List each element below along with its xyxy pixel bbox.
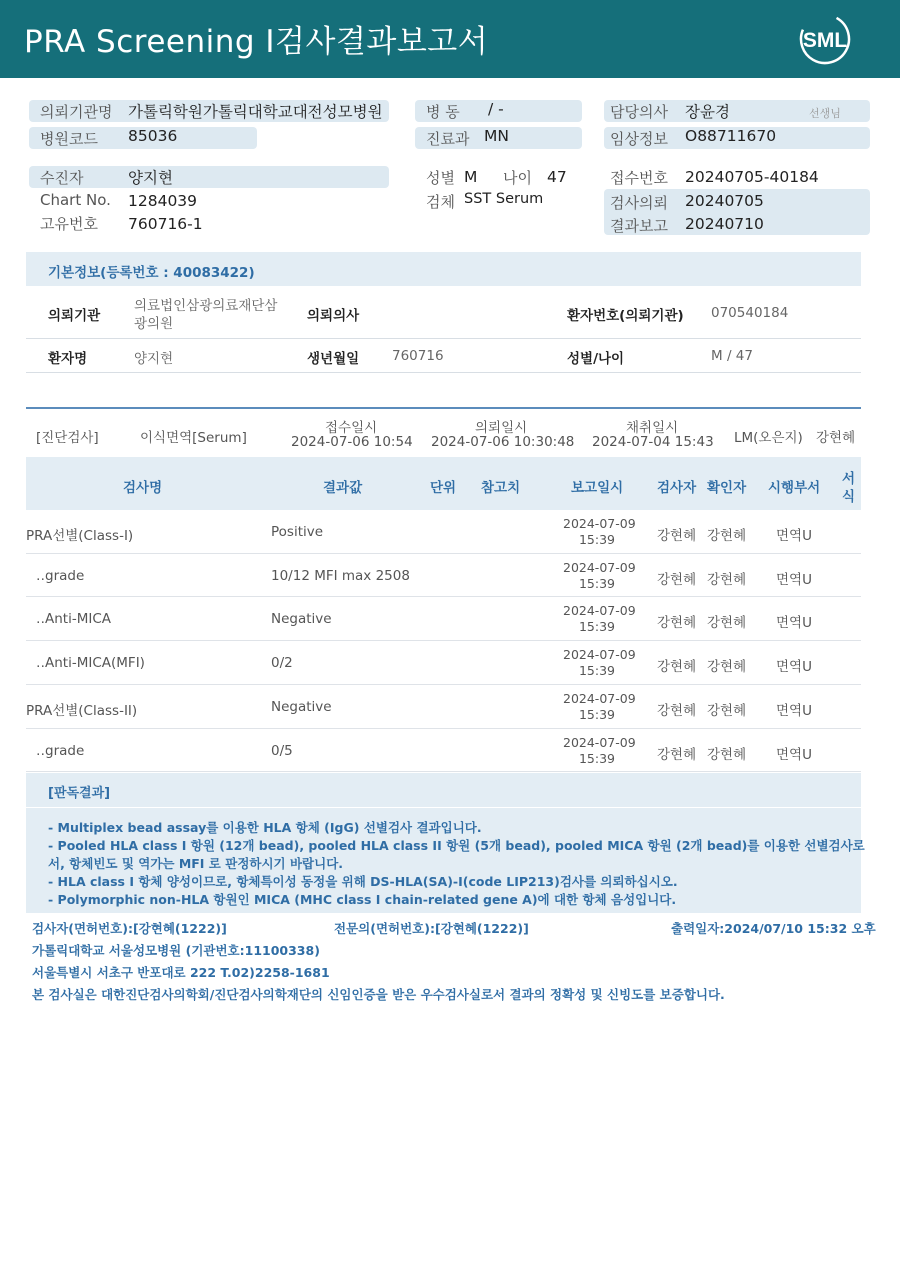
- row-result: 0/2: [271, 655, 293, 672]
- row-report-time: 15:39: [578, 575, 616, 591]
- received-value: 2024-07-06 10:54: [291, 434, 413, 450]
- row-test-name: PRA선별(Class-II): [26, 702, 138, 719]
- row-dept: 면역U: [776, 659, 812, 676]
- interp-line-5: - Polymorphic non-HLA 항원인 MICA (MHC class I chain-related gene A)에 대한 항체 음성입니다.: [48, 892, 677, 907]
- age-value: 47: [547, 168, 567, 186]
- th-ref: 참고치: [481, 480, 521, 496]
- th-order-1: 서: [842, 471, 856, 487]
- row-report-date: 2024-07-09: [563, 603, 636, 619]
- interp-title: [판독결과]: [48, 786, 111, 801]
- th-tester: 검사자: [657, 480, 697, 496]
- row-result: Positive: [271, 524, 324, 540]
- institution-label: 의뢰기관명: [40, 103, 113, 121]
- sml-logo: [796, 12, 854, 66]
- dept-label: 진료과: [426, 130, 470, 148]
- patient-value: 양지현: [128, 169, 173, 187]
- req-doctor-label: 의뢰의사: [307, 308, 360, 324]
- th-dept: 시행부서: [768, 480, 821, 496]
- row-result: 10/12 MFI max 2508: [271, 567, 410, 584]
- hospital-code-value: 85036: [128, 127, 178, 145]
- row-tester: 강현혜: [657, 702, 697, 719]
- doctor-label: 담당의사: [610, 103, 668, 121]
- th-result: 결과값: [323, 480, 363, 496]
- interp-line-3: 서, 항체빈도 및 역가는 MFI 로 판정하시기 바랍니다.: [48, 856, 344, 871]
- patient-no-value: 070540184: [711, 305, 789, 321]
- request-value: 20240705: [685, 192, 764, 210]
- request-label: 검사의뢰: [610, 194, 668, 212]
- th-report-date: 보고일시: [571, 480, 624, 496]
- th-confirmer: 확인자: [707, 480, 747, 496]
- sex-age-label: 성별/나이: [567, 351, 625, 367]
- reception-label: 접수번호: [610, 169, 668, 187]
- req-inst-label: 의뢰기관: [48, 308, 101, 324]
- row-test-name: ‥grade: [36, 742, 85, 759]
- table-row-divider: [26, 640, 861, 641]
- row-test-name: PRA선별(Class-I): [26, 528, 134, 544]
- footer-address: 서울특별시 서초구 반포대로 222 T.02)2258-1681: [32, 965, 330, 980]
- sex-label: 성별: [426, 169, 455, 187]
- row-confirmer: 강현혜: [707, 615, 747, 632]
- specimen-value: SST Serum: [464, 191, 544, 207]
- row-report-time: 15:39: [578, 663, 616, 679]
- collected-value: 2024-07-04 15:43: [592, 434, 714, 450]
- table-row-divider: [26, 684, 861, 685]
- ward-value: / -: [488, 100, 504, 118]
- row-confirmer: 강현혜: [707, 571, 747, 588]
- basic-divider: [26, 338, 861, 339]
- row-dept: 면역U: [776, 615, 812, 632]
- unique-label: 고유번호: [40, 215, 98, 233]
- diag-top-line: [26, 407, 861, 409]
- diag-specimen: 이식면역[Serum]: [140, 430, 247, 446]
- th-unit: 단위: [430, 480, 457, 496]
- dob-value: 760716: [392, 348, 444, 364]
- report-value: 20240710: [685, 215, 764, 233]
- row-dept: 면역U: [776, 571, 812, 588]
- chart-label: Chart No.: [40, 191, 111, 209]
- patient-label: 수진자: [40, 169, 84, 187]
- institution-value: 가톨릭학원가톨릭대학교대전성모병원: [128, 103, 383, 121]
- report-label: 결과보고: [610, 217, 668, 235]
- dob-label: 생년월일: [307, 351, 360, 367]
- unique-value: 760716-1: [128, 215, 203, 233]
- doctor-suffix: 선생님: [809, 107, 841, 120]
- age-label: 나이: [503, 169, 532, 187]
- patient-name-value: 양지현: [134, 351, 174, 367]
- ward-label: 병 동: [426, 103, 460, 121]
- th-test: 검사명: [123, 480, 163, 496]
- interp-line-1: - Multiplex bead assay를 이용한 HLA 항체 (IgG) 선별검사 결과입니다.: [48, 820, 482, 835]
- patient-no-label: 환자번호(의뢰기관): [567, 308, 684, 324]
- row-tester: 강현혜: [657, 528, 697, 544]
- doctor-value: 장윤경: [685, 103, 730, 121]
- row-report-date: 2024-07-09: [563, 516, 636, 531]
- logo-text: SML: [802, 29, 848, 52]
- table-row-divider: [26, 596, 861, 597]
- diag-lm: LM(오은지): [734, 430, 803, 446]
- footer-tester: 검사자(면허번호):[강현혜(1222)]: [32, 921, 227, 936]
- requested-label: 의뢰일시: [475, 420, 528, 436]
- chart-value: 1284039: [128, 192, 198, 210]
- hospital-code-label: 병원코드: [40, 130, 98, 148]
- reception-value: 20240705-40184: [685, 168, 819, 186]
- diag-category: [진단검사]: [36, 430, 99, 446]
- row-dept: 면역U: [776, 702, 812, 719]
- row-report-date: 2024-07-09: [563, 734, 636, 750]
- diag-tester: 강현혜: [816, 430, 856, 446]
- row-tester: 강현혜: [657, 615, 697, 632]
- row-dept: 면역U: [776, 528, 812, 544]
- row-confirmer: 강현혜: [707, 659, 747, 676]
- basic-bottom-line: [26, 372, 861, 373]
- dept-value: MN: [484, 127, 509, 145]
- specimen-label: 검체: [426, 193, 455, 211]
- row-result: Negative: [271, 698, 332, 715]
- row-report-time: 15:39: [578, 619, 616, 635]
- row-tester: 강현혜: [657, 659, 697, 676]
- interp-title-band: [26, 773, 861, 807]
- row-test-name: ‥Anti-MICA(MFI): [36, 655, 145, 672]
- patient-name-label: 환자명: [48, 351, 88, 367]
- row-dept: 면역U: [776, 746, 812, 763]
- clinical-value: O88711670: [685, 127, 777, 145]
- report-title: PRA Screening Ⅰ검사결과보고서: [24, 24, 489, 60]
- interp-line-2: - Pooled HLA class I 항원 (12개 bead), pooled HLA class II 항원 (5개 bead), pooled MICA 항원 (2개 bead)를 이용한 선별검사로: [48, 838, 865, 853]
- clinical-label: 임상정보: [610, 130, 668, 148]
- th-order-2: 식: [842, 489, 856, 505]
- footer-specialist: 전문의(면허번호):[강현혜(1222)]: [334, 921, 529, 936]
- row-report-time: 15:39: [578, 706, 616, 722]
- row-confirmer: 강현혜: [707, 702, 747, 719]
- row-test-name: ‥Anti-MICA: [36, 611, 112, 628]
- sex-age-value: M / 47: [711, 348, 753, 364]
- row-report-time: 15:39: [578, 532, 616, 547]
- row-confirmer: 강현혜: [707, 528, 747, 544]
- footer-hospital: 가톨릭대학교 서울성모병원 (기관번호:11100338): [32, 943, 320, 958]
- report-header: [0, 0, 900, 78]
- requested-value: 2024-07-06 10:30:48: [431, 434, 575, 450]
- row-report-date: 2024-07-09: [563, 647, 636, 663]
- row-result: 0/5: [271, 742, 293, 759]
- footer-printed: 출력일자:2024/07/10 15:32 오후: [671, 921, 876, 936]
- row-confirmer: 강현혜: [707, 746, 747, 763]
- row-report-date: 2024-07-09: [563, 690, 636, 706]
- row-tester: 강현혜: [657, 571, 697, 588]
- received-label: 접수일시: [325, 420, 378, 436]
- row-report-date: 2024-07-09: [563, 559, 636, 575]
- collected-label: 채취일시: [626, 420, 679, 436]
- row-tester: 강현혜: [657, 746, 697, 763]
- req-inst-value-1: 의료법인삼광의료재단삼: [134, 298, 278, 314]
- table-row-divider: [26, 728, 861, 729]
- req-inst-value-2: 광의원: [134, 316, 174, 332]
- sex-value: M: [464, 168, 478, 186]
- row-report-time: 15:39: [578, 750, 616, 766]
- footer-certification: 본 검사실은 대한진단검사의학회/진단검사의학재단의 신임인증을 받은 우수검사실로서 결과의 정확성 및 신빙도를 보증합니다.: [32, 987, 725, 1002]
- row-result: Negative: [271, 611, 332, 628]
- interp-line-4: - HLA class I 항체 양성이므로, 항체특이성 동정을 위해 DS-HLA(SA)-I(code LIP213)검사를 의뢰하십시오.: [48, 874, 678, 889]
- basic-info-title: 기본정보(등록번호 : 40083422): [48, 265, 255, 281]
- row-test-name: ‥grade: [36, 567, 85, 584]
- table-row-divider: [26, 553, 861, 554]
